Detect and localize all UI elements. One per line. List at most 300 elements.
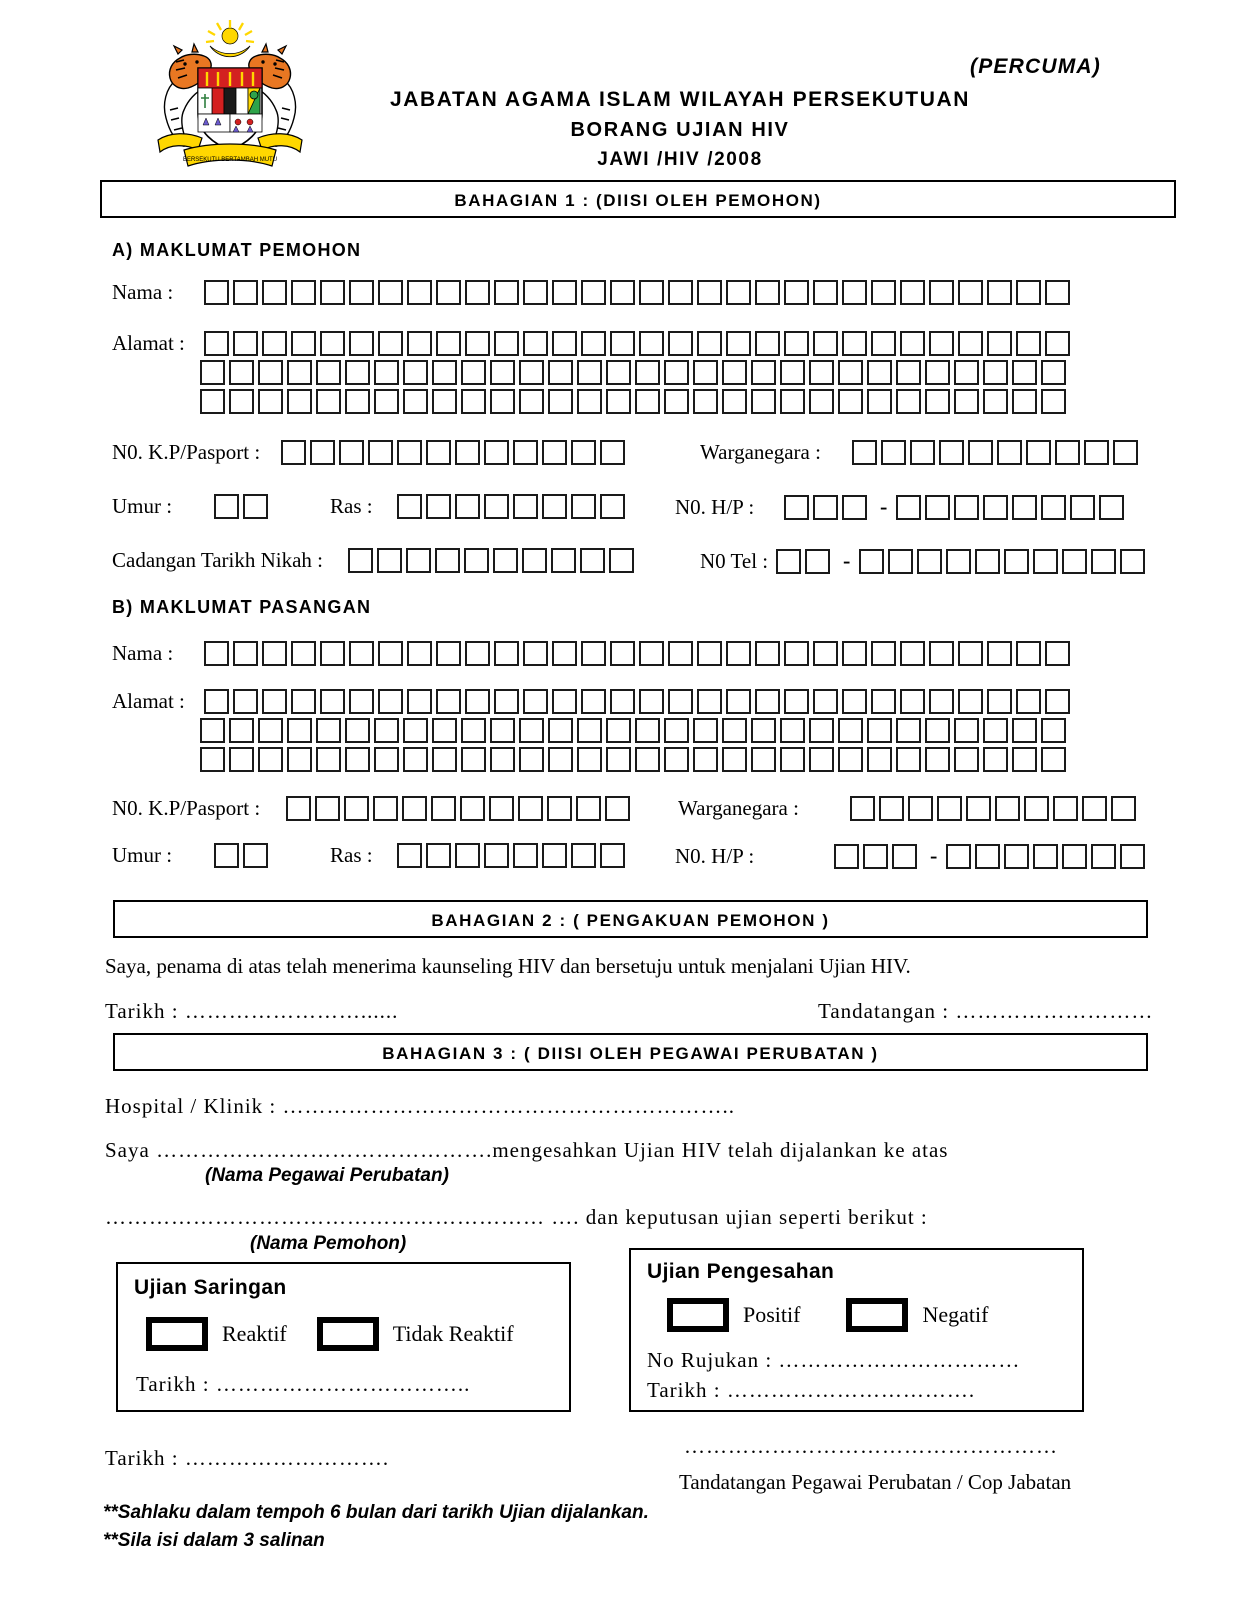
char-box[interactable] [1053,796,1078,821]
applicant-tel-boxes[interactable] [859,549,1149,574]
spouse-kp-boxes[interactable] [286,796,634,821]
char-box[interactable] [859,549,884,574]
char-box[interactable] [431,796,456,821]
char-box[interactable] [490,360,515,385]
char-box[interactable] [838,360,863,385]
char-box[interactable] [1099,495,1124,520]
char-box[interactable] [258,718,283,743]
char-box[interactable] [547,796,572,821]
char-box[interactable] [751,360,776,385]
char-box[interactable] [813,331,838,356]
char-box[interactable] [605,796,630,821]
char-box[interactable] [925,718,950,743]
char-box[interactable] [542,843,567,868]
char-box[interactable] [975,844,1000,869]
char-box[interactable] [407,641,432,666]
char-box[interactable] [461,747,486,772]
char-box[interactable] [664,747,689,772]
char-box[interactable] [1045,641,1070,666]
applicant-nama-boxes[interactable] [204,280,1074,305]
char-box[interactable] [784,641,809,666]
char-box[interactable] [403,389,428,414]
applicant-hp-prefix-boxes[interactable] [784,495,871,520]
char-box[interactable] [805,549,830,574]
char-box[interactable] [349,641,374,666]
applicant-hp-boxes[interactable] [896,495,1128,520]
char-box[interactable] [697,280,722,305]
char-box[interactable] [834,844,859,869]
checkbox-positif[interactable] [667,1298,729,1332]
char-box[interactable] [983,495,1008,520]
char-box[interactable] [233,280,258,305]
char-box[interactable] [432,747,457,772]
char-box[interactable] [518,796,543,821]
char-box[interactable] [635,360,660,385]
char-box[interactable] [397,494,422,519]
char-box[interactable] [316,360,341,385]
char-box[interactable] [548,747,573,772]
char-box[interactable] [435,548,460,573]
char-box[interactable] [548,718,573,743]
char-box[interactable] [925,747,950,772]
char-box[interactable] [1045,689,1070,714]
applicant-umur-boxes[interactable] [214,494,272,519]
char-box[interactable] [1041,747,1066,772]
char-box[interactable] [1012,360,1037,385]
spouse-alamat-boxes-3[interactable] [200,747,1070,772]
no-rujukan-field[interactable]: No Rujukan : …………………………… [647,1348,1021,1372]
char-box[interactable] [1084,440,1109,465]
char-box[interactable] [345,747,370,772]
char-box[interactable] [243,494,268,519]
char-box[interactable] [1055,440,1080,465]
char-box[interactable] [378,689,403,714]
char-box[interactable] [958,331,983,356]
char-box[interactable] [755,689,780,714]
char-box[interactable] [871,689,896,714]
char-box[interactable] [838,718,863,743]
char-box[interactable] [200,747,225,772]
applicant-alamat-boxes-2[interactable] [200,360,1070,385]
char-box[interactable] [571,843,596,868]
char-box[interactable] [200,718,225,743]
char-box[interactable] [910,440,935,465]
char-box[interactable] [345,718,370,743]
char-box[interactable] [523,689,548,714]
char-box[interactable] [258,360,283,385]
char-box[interactable] [1070,495,1095,520]
char-box[interactable] [809,389,834,414]
applicant-alamat-boxes-1[interactable] [204,331,1074,356]
char-box[interactable] [200,360,225,385]
char-box[interactable] [465,641,490,666]
char-box[interactable] [1113,440,1138,465]
char-box[interactable] [1012,718,1037,743]
char-box[interactable] [871,641,896,666]
char-box[interactable] [407,280,432,305]
char-box[interactable] [842,280,867,305]
char-box[interactable] [966,796,991,821]
char-box[interactable] [229,718,254,743]
char-box[interactable] [552,331,577,356]
char-box[interactable] [204,689,229,714]
char-box[interactable] [523,331,548,356]
char-box[interactable] [432,389,457,414]
char-box[interactable] [229,389,254,414]
char-box[interactable] [494,641,519,666]
applicant-warganegara-boxes[interactable] [852,440,1142,465]
char-box[interactable] [751,747,776,772]
char-box[interactable] [784,280,809,305]
char-box[interactable] [291,280,316,305]
char-box[interactable] [403,360,428,385]
char-box[interactable] [606,747,631,772]
char-box[interactable] [871,331,896,356]
char-box[interactable] [580,548,605,573]
char-box[interactable] [214,494,239,519]
char-box[interactable] [639,331,664,356]
char-box[interactable] [397,440,422,465]
char-box[interactable] [610,689,635,714]
char-box[interactable] [494,280,519,305]
char-box[interactable] [987,331,1012,356]
char-box[interactable] [888,549,913,574]
char-box[interactable] [664,360,689,385]
char-box[interactable] [896,389,921,414]
char-box[interactable] [1024,796,1049,821]
char-box[interactable] [432,718,457,743]
char-box[interactable] [693,389,718,414]
char-box[interactable] [291,331,316,356]
char-box[interactable] [838,389,863,414]
char-box[interactable] [1004,844,1029,869]
char-box[interactable] [519,747,544,772]
char-box[interactable] [349,331,374,356]
char-box[interactable] [983,718,1008,743]
char-box[interactable] [925,389,950,414]
char-box[interactable] [397,843,422,868]
applicant-kp-boxes[interactable] [281,440,629,465]
char-box[interactable] [784,331,809,356]
char-box[interactable] [693,747,718,772]
char-box[interactable] [1041,495,1066,520]
spouse-ras-boxes[interactable] [397,843,629,868]
char-box[interactable] [908,796,933,821]
char-box[interactable] [403,747,428,772]
char-box[interactable] [291,689,316,714]
char-box[interactable] [315,796,340,821]
char-box[interactable] [378,280,403,305]
char-box[interactable] [436,689,461,714]
char-box[interactable] [204,280,229,305]
char-box[interactable] [900,280,925,305]
nama-pegawai-line[interactable] [105,1138,948,1163]
char-box[interactable] [983,389,1008,414]
char-box[interactable] [519,389,544,414]
char-box[interactable] [316,718,341,743]
char-box[interactable] [600,494,625,519]
char-box[interactable] [436,280,461,305]
applicant-alamat-boxes-3[interactable] [200,389,1070,414]
spouse-hp-prefix-boxes[interactable] [834,844,921,869]
char-box[interactable] [233,331,258,356]
char-box[interactable] [722,718,747,743]
char-box[interactable] [983,747,1008,772]
char-box[interactable] [493,548,518,573]
char-box[interactable] [722,747,747,772]
char-box[interactable] [780,747,805,772]
char-box[interactable] [896,360,921,385]
char-box[interactable] [668,280,693,305]
char-box[interactable] [1041,389,1066,414]
char-box[interactable] [523,641,548,666]
char-box[interactable] [813,689,838,714]
char-box[interactable] [879,796,904,821]
char-box[interactable] [697,331,722,356]
char-box[interactable] [1045,280,1070,305]
char-box[interactable] [751,389,776,414]
char-box[interactable] [639,689,664,714]
char-box[interactable] [1045,331,1070,356]
char-box[interactable] [995,796,1020,821]
char-box[interactable] [780,389,805,414]
char-box[interactable] [925,360,950,385]
char-box[interactable] [1091,844,1116,869]
char-box[interactable] [552,641,577,666]
char-box[interactable] [552,689,577,714]
char-box[interactable] [287,747,312,772]
applicant-tel-prefix-boxes[interactable] [776,549,834,574]
char-box[interactable] [484,440,509,465]
char-box[interactable] [291,641,316,666]
char-box[interactable] [1033,844,1058,869]
char-box[interactable] [987,689,1012,714]
char-box[interactable] [258,747,283,772]
char-box[interactable] [958,641,983,666]
char-box[interactable] [374,718,399,743]
char-box[interactable] [374,360,399,385]
char-box[interactable] [262,280,287,305]
char-box[interactable] [755,641,780,666]
char-box[interactable] [577,389,602,414]
checkbox-negatif[interactable] [846,1298,908,1332]
char-box[interactable] [784,689,809,714]
char-box[interactable] [635,389,660,414]
section2-tandatangan[interactable]: Tandatangan : ……………………… [818,999,1154,1023]
char-box[interactable] [368,440,393,465]
char-box[interactable] [490,389,515,414]
char-box[interactable] [776,549,801,574]
footer-tarikh[interactable]: Tarikh : ………………………. [105,1446,390,1470]
char-box[interactable] [345,389,370,414]
char-box[interactable] [542,494,567,519]
char-box[interactable] [214,843,239,868]
char-box[interactable] [780,360,805,385]
char-box[interactable] [229,747,254,772]
char-box[interactable] [262,331,287,356]
char-box[interactable] [281,440,306,465]
char-box[interactable] [513,440,538,465]
char-box[interactable] [780,718,805,743]
char-box[interactable] [320,689,345,714]
char-box[interactable] [1120,549,1145,574]
char-box[interactable] [896,718,921,743]
char-box[interactable] [1082,796,1107,821]
char-box[interactable] [975,549,1000,574]
applicant-nikah-boxes[interactable] [348,548,638,573]
char-box[interactable] [600,440,625,465]
char-box[interactable] [929,331,954,356]
char-box[interactable] [954,747,979,772]
char-box[interactable] [484,494,509,519]
char-box[interactable] [348,548,373,573]
char-box[interactable] [316,389,341,414]
char-box[interactable] [1012,747,1037,772]
char-box[interactable] [929,641,954,666]
char-box[interactable] [755,331,780,356]
char-box[interactable] [946,844,971,869]
char-box[interactable] [287,389,312,414]
char-box[interactable] [262,641,287,666]
char-box[interactable] [407,689,432,714]
char-box[interactable] [287,718,312,743]
char-box[interactable] [867,747,892,772]
char-box[interactable] [378,331,403,356]
char-box[interactable] [581,641,606,666]
spouse-umur-boxes[interactable] [214,843,272,868]
char-box[interactable] [436,331,461,356]
char-box[interactable] [548,389,573,414]
char-box[interactable] [320,331,345,356]
char-box[interactable] [751,718,776,743]
char-box[interactable] [426,440,451,465]
char-box[interactable] [639,280,664,305]
char-box[interactable] [600,843,625,868]
char-box[interactable] [842,689,867,714]
char-box[interactable] [610,641,635,666]
char-box[interactable] [954,495,979,520]
char-box[interactable] [1012,495,1037,520]
char-box[interactable] [287,360,312,385]
char-box[interactable] [925,495,950,520]
char-box[interactable] [968,440,993,465]
char-box[interactable] [310,440,335,465]
spouse-alamat-boxes-2[interactable] [200,718,1070,743]
char-box[interactable] [697,689,722,714]
char-box[interactable] [204,331,229,356]
char-box[interactable] [610,280,635,305]
char-box[interactable] [954,360,979,385]
char-box[interactable] [668,689,693,714]
char-box[interactable] [983,360,1008,385]
char-box[interactable] [513,843,538,868]
char-box[interactable] [577,747,602,772]
char-box[interactable] [461,718,486,743]
char-box[interactable] [809,747,834,772]
char-box[interactable] [378,641,403,666]
char-box[interactable] [229,360,254,385]
char-box[interactable] [1016,331,1041,356]
char-box[interactable] [958,280,983,305]
char-box[interactable] [863,844,888,869]
char-box[interactable] [693,718,718,743]
char-box[interactable] [606,360,631,385]
char-box[interactable] [726,331,751,356]
char-box[interactable] [664,389,689,414]
char-box[interactable] [552,280,577,305]
char-box[interactable] [929,689,954,714]
char-box[interactable] [464,548,489,573]
char-box[interactable] [635,747,660,772]
char-box[interactable] [946,549,971,574]
char-box[interactable] [1091,549,1116,574]
char-box[interactable] [233,689,258,714]
char-box[interactable] [581,689,606,714]
char-box[interactable] [842,641,867,666]
char-box[interactable] [548,360,573,385]
char-box[interactable] [892,844,917,869]
char-box[interactable] [939,440,964,465]
char-box[interactable] [726,689,751,714]
char-box[interactable] [402,796,427,821]
char-box[interactable] [1033,549,1058,574]
char-box[interactable] [1041,360,1066,385]
char-box[interactable] [693,360,718,385]
char-box[interactable] [639,641,664,666]
char-box[interactable] [465,331,490,356]
char-box[interactable] [1111,796,1136,821]
char-box[interactable] [867,389,892,414]
char-box[interactable] [436,641,461,666]
char-box[interactable] [461,389,486,414]
char-box[interactable] [403,718,428,743]
char-box[interactable] [987,280,1012,305]
spouse-hp-boxes[interactable] [946,844,1149,869]
char-box[interactable] [262,689,287,714]
char-box[interactable] [867,360,892,385]
char-box[interactable] [1016,280,1041,305]
char-box[interactable] [1004,549,1029,574]
char-box[interactable] [490,718,515,743]
char-box[interactable] [842,331,867,356]
spouse-warganegara-boxes[interactable] [850,796,1140,821]
char-box[interactable] [1012,389,1037,414]
char-box[interactable] [426,843,451,868]
hospital-klinik-line[interactable]: Hospital / Klinik : …………………………………………………….. [105,1094,735,1118]
char-box[interactable] [722,389,747,414]
char-box[interactable] [929,280,954,305]
char-box[interactable] [455,494,480,519]
char-box[interactable] [576,796,601,821]
char-box[interactable] [455,440,480,465]
char-box[interactable] [200,389,225,414]
char-box[interactable] [551,548,576,573]
char-box[interactable] [664,718,689,743]
ujian-pengesahan-tarikh[interactable]: Tarikh : ……………………………. [647,1378,976,1402]
nama-pemohon-line[interactable] [105,1205,928,1230]
char-box[interactable] [881,440,906,465]
char-box[interactable] [1041,718,1066,743]
char-box[interactable] [581,280,606,305]
char-box[interactable] [465,280,490,305]
char-box[interactable] [813,641,838,666]
char-box[interactable] [286,796,311,821]
char-box[interactable] [954,718,979,743]
char-box[interactable] [581,331,606,356]
char-box[interactable] [668,331,693,356]
char-box[interactable] [1120,844,1145,869]
char-box[interactable] [1016,689,1041,714]
